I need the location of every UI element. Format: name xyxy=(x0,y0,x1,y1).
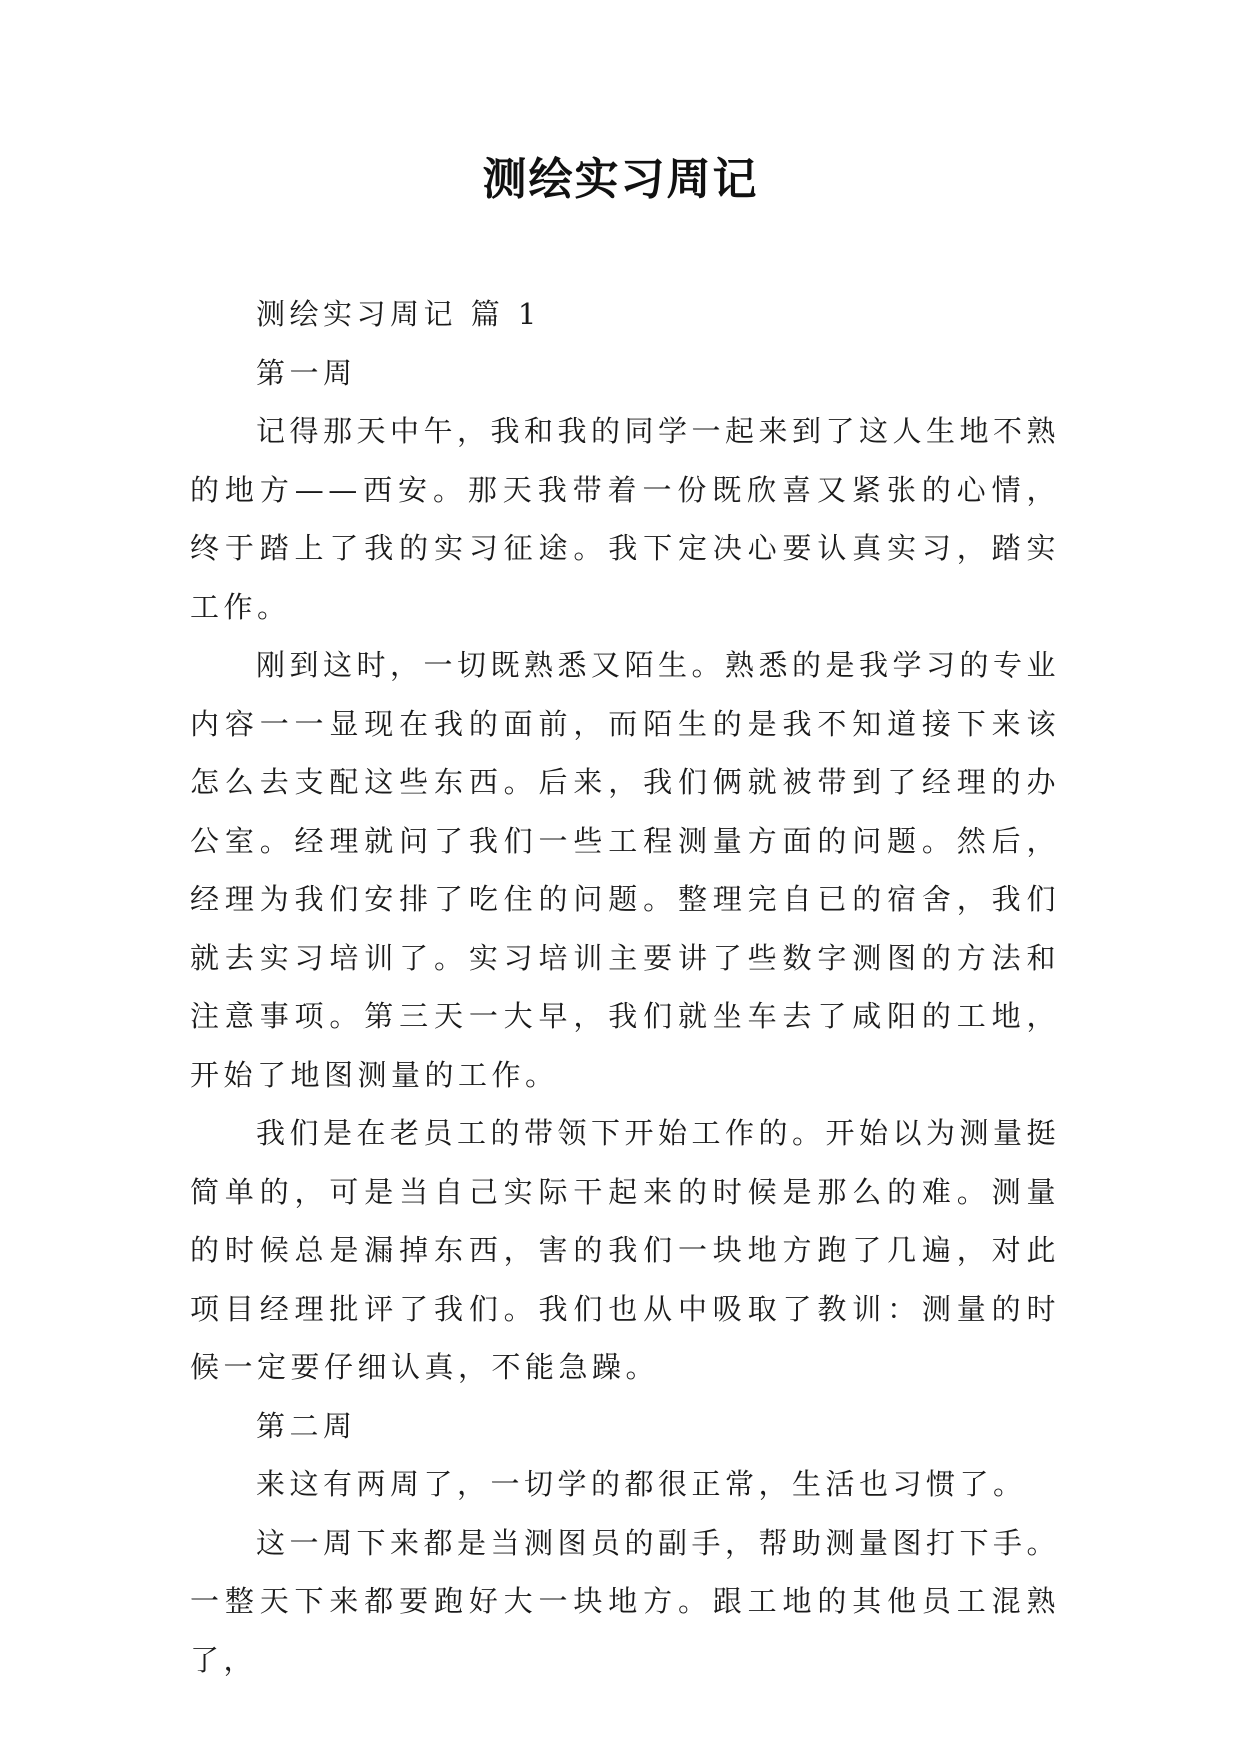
body-paragraph: 这一周下来都是当测图员的副手，帮助测量图打下手。一整天下来都要跑好大一块地方。跟工地的其他员工混熟了， xyxy=(190,1525,1061,1677)
body-paragraph: 记得那天中午，我和我的同学一起来到了这人生地不熟的地方——西安。那天我带着一份既欣喜又紧张的心情，终于踏上了我的实习征途。我下定决心要认真实习，踏实工作。 xyxy=(190,414,1061,624)
week-heading: 第一周 xyxy=(256,355,357,390)
document-title: 测绘实习周记 xyxy=(482,154,759,205)
document-body xyxy=(190,285,1060,1689)
week-heading: 第二周 xyxy=(256,1408,357,1443)
body-paragraph: 来这有两周了，一切学的都很正常，生活也习惯了。 xyxy=(256,1467,1027,1501)
body-paragraph: 刚到这时，一切既熟悉又陌生。熟悉的是我学习的专业内容一一显现在我的面前，而陌生的是我不知道接下来该怎么去支配这些东西。后来，我们俩就被带到了经理的办公室。经理就问了我们一些工程测量方面的问题。然后，经理为我们安排了吃住的问题。整理完自已的宿舍，我们就去实习培训了。实习培训主要讲了些数字测图的方法和注意事项。第三天一大早，我们就坐车去了咸阳的工地，开始了地图测量的工作。 xyxy=(190,648,1061,1092)
section-heading: 测绘实习周记 篇 1 xyxy=(256,297,541,331)
body-paragraph: 我们是在老员工的带领下开始工作的。开始以为测量挺简单的，可是当自己实际干起来的时候是那么的难。测量的时候总是漏掉东西，害的我们一块地方跑了几遍，对此项目经理批评了我们。我们也从中吸取了教训：测量的时候一定要仔细认真，不能急躁。 xyxy=(190,1116,1061,1384)
